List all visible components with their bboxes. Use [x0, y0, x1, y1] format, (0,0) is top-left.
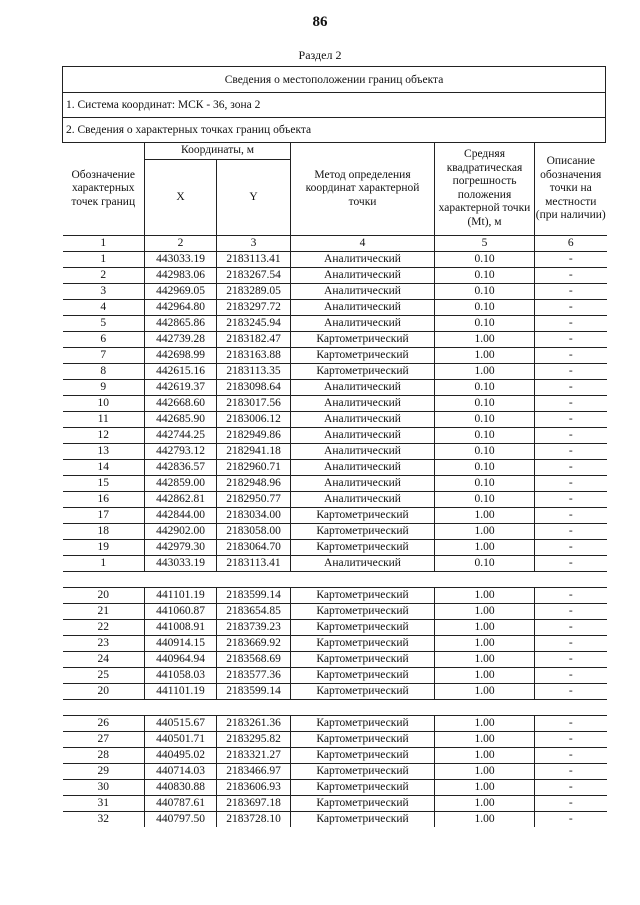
x-coordinate-cell: 443033.19 — [145, 251, 217, 267]
error-cell: 1.00 — [435, 747, 535, 763]
y-coordinate-cell: 2183113.41 — [217, 251, 291, 267]
method-cell: Аналитический — [291, 395, 435, 411]
point-number-cell: 20 — [63, 587, 145, 603]
table-row — [63, 251, 607, 267]
error-cell: 0.10 — [435, 379, 535, 395]
y-coordinate-cell: 2183606.93 — [217, 779, 291, 795]
description-cell: - — [535, 347, 607, 363]
x-coordinate-cell: 440914.15 — [145, 635, 217, 651]
column-number: 6 — [535, 235, 607, 251]
method-cell: Картометрический — [291, 683, 435, 699]
table-row-separator — [63, 699, 607, 715]
x-coordinate-cell: 442793.12 — [145, 443, 217, 459]
point-number-cell: 20 — [63, 683, 145, 699]
point-number-cell: 1 — [63, 251, 145, 267]
table-row — [63, 331, 607, 347]
description-cell: - — [535, 635, 607, 651]
x-coordinate-cell: 440515.67 — [145, 715, 217, 731]
x-coordinate-cell: 442739.28 — [145, 331, 217, 347]
point-number-cell: 26 — [63, 715, 145, 731]
x-coordinate-cell: 442615.16 — [145, 363, 217, 379]
description-cell: - — [535, 779, 607, 795]
y-coordinate-cell: 2183245.94 — [217, 315, 291, 331]
y-coordinate-cell: 2183034.00 — [217, 507, 291, 523]
y-coordinate-cell: 2183577.36 — [217, 667, 291, 683]
x-coordinate-cell: 442964.80 — [145, 299, 217, 315]
description-cell: - — [535, 283, 607, 299]
error-cell: 0.10 — [435, 475, 535, 491]
table-row — [63, 683, 607, 699]
point-number-cell: 28 — [63, 747, 145, 763]
table-row — [63, 667, 607, 683]
separator-cell — [63, 571, 607, 587]
point-number-cell: 25 — [63, 667, 145, 683]
method-cell: Картометрический — [291, 715, 435, 731]
description-cell: - — [535, 747, 607, 763]
description-cell: - — [535, 651, 607, 667]
method-cell: Картометрический — [291, 363, 435, 379]
error-cell: 0.10 — [435, 491, 535, 507]
x-coordinate-cell: 442844.00 — [145, 507, 217, 523]
method-cell: Аналитический — [291, 427, 435, 443]
error-cell: 1.00 — [435, 619, 535, 635]
description-cell: - — [535, 539, 607, 555]
x-coordinate-cell: 442983.06 — [145, 267, 217, 283]
description-cell: - — [535, 555, 607, 571]
error-cell: 1.00 — [435, 683, 535, 699]
method-cell: Картометрический — [291, 587, 435, 603]
x-coordinate-cell: 440964.94 — [145, 651, 217, 667]
point-number-cell: 6 — [63, 331, 145, 347]
method-cell: Картометрический — [291, 347, 435, 363]
x-coordinate-cell: 442685.90 — [145, 411, 217, 427]
description-cell: - — [535, 459, 607, 475]
error-cell: 1.00 — [435, 715, 535, 731]
method-cell: Картометрический — [291, 747, 435, 763]
error-cell: 1.00 — [435, 779, 535, 795]
error-cell: 0.10 — [435, 443, 535, 459]
x-coordinate-cell: 442619.37 — [145, 379, 217, 395]
point-number-cell: 1 — [63, 555, 145, 571]
y-coordinate-cell: 2183267.54 — [217, 267, 291, 283]
error-cell: 0.10 — [435, 267, 535, 283]
description-cell: - — [535, 491, 607, 507]
table-row — [63, 539, 607, 555]
point-number-cell: 3 — [63, 283, 145, 299]
error-cell: 1.00 — [435, 811, 535, 827]
x-coordinate-cell: 441101.19 — [145, 683, 217, 699]
method-cell: Картометрический — [291, 523, 435, 539]
column-number: 4 — [291, 235, 435, 251]
method-cell: Картометрический — [291, 811, 435, 827]
table-row — [63, 731, 607, 747]
table-row — [63, 811, 607, 827]
error-cell: 1.00 — [435, 539, 535, 555]
description-cell: - — [535, 795, 607, 811]
y-coordinate-cell: 2183289.05 — [217, 283, 291, 299]
y-coordinate-cell: 2183058.00 — [217, 523, 291, 539]
point-number-cell: 30 — [63, 779, 145, 795]
point-number-cell: 10 — [63, 395, 145, 411]
y-coordinate-cell: 2183321.27 — [217, 747, 291, 763]
error-cell: 1.00 — [435, 363, 535, 379]
error-cell: 1.00 — [435, 587, 535, 603]
error-cell: 1.00 — [435, 763, 535, 779]
error-cell: 1.00 — [435, 667, 535, 683]
description-cell: - — [535, 363, 607, 379]
point-number-cell: 31 — [63, 795, 145, 811]
x-coordinate-cell: 440495.02 — [145, 747, 217, 763]
table-row — [63, 411, 607, 427]
description-cell: - — [535, 475, 607, 491]
table-row — [63, 443, 607, 459]
error-cell: 0.10 — [435, 555, 535, 571]
y-coordinate-cell: 2183017.56 — [217, 395, 291, 411]
table-row — [63, 747, 607, 763]
y-coordinate-cell: 2183098.64 — [217, 379, 291, 395]
point-number-cell: 13 — [63, 443, 145, 459]
method-cell: Картометрический — [291, 331, 435, 347]
error-cell: 0.10 — [435, 251, 535, 267]
error-cell: 1.00 — [435, 795, 535, 811]
method-cell: Картометрический — [291, 795, 435, 811]
table-row — [63, 459, 607, 475]
column-number: 3 — [217, 235, 291, 251]
y-coordinate-cell: 2183113.41 — [217, 555, 291, 571]
table-row — [63, 299, 607, 315]
y-coordinate-cell: 2183739.23 — [217, 619, 291, 635]
method-cell: Картометрический — [291, 539, 435, 555]
error-cell: 1.00 — [435, 331, 535, 347]
table-row — [63, 427, 607, 443]
description-cell: - — [535, 267, 607, 283]
header-designation: Обозначение характерных точек границ — [63, 143, 145, 235]
x-coordinate-cell: 442979.30 — [145, 539, 217, 555]
header-y: Y — [217, 159, 291, 235]
point-number-cell: 18 — [63, 523, 145, 539]
description-cell: - — [535, 523, 607, 539]
points-section-line: 2. Сведения о характерных точках границ объекта — [63, 118, 606, 143]
table-row — [63, 283, 607, 299]
x-coordinate-cell: 442698.99 — [145, 347, 217, 363]
point-number-cell: 32 — [63, 811, 145, 827]
table-row — [63, 635, 607, 651]
y-coordinate-cell: 2182949.86 — [217, 427, 291, 443]
table-row — [63, 619, 607, 635]
table-row — [63, 315, 607, 331]
y-coordinate-cell: 2183261.36 — [217, 715, 291, 731]
description-cell: - — [535, 379, 607, 395]
table-row — [63, 491, 607, 507]
table-row — [63, 347, 607, 363]
point-number-cell: 8 — [63, 363, 145, 379]
header-description: Описание обозначения точки на местности (при наличии) — [535, 143, 607, 235]
x-coordinate-cell: 441058.03 — [145, 667, 217, 683]
table-row-separator — [63, 571, 607, 587]
method-cell: Аналитический — [291, 459, 435, 475]
method-cell: Аналитический — [291, 267, 435, 283]
table-row — [63, 715, 607, 731]
section-title: Раздел 2 — [298, 48, 342, 62]
y-coordinate-cell: 2182960.71 — [217, 459, 291, 475]
y-coordinate-cell: 2183568.69 — [217, 651, 291, 667]
description-cell: - — [535, 443, 607, 459]
point-number-cell: 22 — [63, 619, 145, 635]
point-number-cell: 16 — [63, 491, 145, 507]
point-number-cell: 14 — [63, 459, 145, 475]
x-coordinate-cell: 441060.87 — [145, 603, 217, 619]
error-cell: 1.00 — [435, 731, 535, 747]
method-cell: Картометрический — [291, 507, 435, 523]
method-cell: Аналитический — [291, 411, 435, 427]
description-cell: - — [535, 763, 607, 779]
y-coordinate-cell: 2183113.35 — [217, 363, 291, 379]
description-cell: - — [535, 715, 607, 731]
y-coordinate-cell: 2183006.12 — [217, 411, 291, 427]
x-coordinate-cell: 442969.05 — [145, 283, 217, 299]
point-number-cell: 5 — [63, 315, 145, 331]
point-number-cell: 9 — [63, 379, 145, 395]
table-row — [63, 363, 607, 379]
table-row — [63, 507, 607, 523]
y-coordinate-cell: 2182950.77 — [217, 491, 291, 507]
x-coordinate-cell: 441008.91 — [145, 619, 217, 635]
table-row — [63, 395, 607, 411]
method-cell: Аналитический — [291, 555, 435, 571]
description-cell: - — [535, 587, 607, 603]
y-coordinate-cell: 2183599.14 — [217, 587, 291, 603]
separator-cell — [63, 699, 607, 715]
error-cell: 0.10 — [435, 427, 535, 443]
y-coordinate-cell: 2182948.96 — [217, 475, 291, 491]
y-coordinate-cell: 2183697.18 — [217, 795, 291, 811]
header-method: Метод определения координат характерной точки — [291, 143, 435, 235]
point-number-cell: 24 — [63, 651, 145, 667]
description-cell: - — [535, 315, 607, 331]
y-coordinate-cell: 2183728.10 — [217, 811, 291, 827]
table-row — [63, 587, 607, 603]
y-coordinate-cell: 2183295.82 — [217, 731, 291, 747]
column-number: 5 — [435, 235, 535, 251]
x-coordinate-cell: 440830.88 — [145, 779, 217, 795]
point-number-cell: 19 — [63, 539, 145, 555]
method-cell: Картометрический — [291, 731, 435, 747]
points-table-body — [63, 251, 607, 827]
boundary-info-frame — [62, 66, 606, 827]
x-coordinate-cell: 440787.61 — [145, 795, 217, 811]
points-table — [63, 143, 607, 827]
table-row — [63, 779, 607, 795]
y-coordinate-cell: 2182941.18 — [217, 443, 291, 459]
error-cell: 0.10 — [435, 459, 535, 475]
table-title: Сведения о местоположении границ объекта — [63, 67, 606, 93]
header-error: Средняя квадратическая погрешность положения характерной точки (Mt), м — [435, 143, 535, 235]
method-cell: Аналитический — [291, 251, 435, 267]
coordinate-system-line: 1. Система координат: МСК - 36, зона 2 — [63, 93, 606, 118]
error-cell: 1.00 — [435, 651, 535, 667]
method-cell: Аналитический — [291, 283, 435, 299]
table-row — [63, 523, 607, 539]
x-coordinate-cell: 440797.50 — [145, 811, 217, 827]
point-number-cell: 2 — [63, 267, 145, 283]
description-cell: - — [535, 507, 607, 523]
y-coordinate-cell: 2183297.72 — [217, 299, 291, 315]
x-coordinate-cell: 440501.71 — [145, 731, 217, 747]
method-cell: Аналитический — [291, 443, 435, 459]
method-cell: Аналитический — [291, 379, 435, 395]
description-cell: - — [535, 683, 607, 699]
points-table-container — [63, 143, 606, 827]
error-cell: 1.00 — [435, 507, 535, 523]
method-cell: Картометрический — [291, 779, 435, 795]
description-cell: - — [535, 251, 607, 267]
description-cell: - — [535, 603, 607, 619]
table-row — [63, 267, 607, 283]
table-row — [63, 763, 607, 779]
x-coordinate-cell: 442859.00 — [145, 475, 217, 491]
method-cell: Картометрический — [291, 619, 435, 635]
y-coordinate-cell: 2183669.92 — [217, 635, 291, 651]
point-number-cell: 7 — [63, 347, 145, 363]
description-cell: - — [535, 331, 607, 347]
method-cell: Аналитический — [291, 299, 435, 315]
method-cell: Аналитический — [291, 475, 435, 491]
x-coordinate-cell: 442862.81 — [145, 491, 217, 507]
point-number-cell: 17 — [63, 507, 145, 523]
x-coordinate-cell: 440714.03 — [145, 763, 217, 779]
error-cell: 1.00 — [435, 347, 535, 363]
point-number-cell: 23 — [63, 635, 145, 651]
y-coordinate-cell: 2183599.14 — [217, 683, 291, 699]
page-number: 86 — [312, 14, 328, 30]
error-cell: 0.10 — [435, 411, 535, 427]
point-number-cell: 27 — [63, 731, 145, 747]
y-coordinate-cell: 2183654.85 — [217, 603, 291, 619]
method-cell: Картометрический — [291, 635, 435, 651]
error-cell: 0.10 — [435, 315, 535, 331]
y-coordinate-cell: 2183182.47 — [217, 331, 291, 347]
description-cell: - — [535, 667, 607, 683]
error-cell: 1.00 — [435, 635, 535, 651]
error-cell: 0.10 — [435, 283, 535, 299]
y-coordinate-cell: 2183466.97 — [217, 763, 291, 779]
table-row — [63, 795, 607, 811]
x-coordinate-cell: 441101.19 — [145, 587, 217, 603]
y-coordinate-cell: 2183163.88 — [217, 347, 291, 363]
description-cell: - — [535, 619, 607, 635]
point-number-cell: 21 — [63, 603, 145, 619]
description-cell: - — [535, 811, 607, 827]
method-cell: Аналитический — [291, 315, 435, 331]
x-coordinate-cell: 442744.25 — [145, 427, 217, 443]
y-coordinate-cell: 2183064.70 — [217, 539, 291, 555]
method-cell: Картометрический — [291, 763, 435, 779]
x-coordinate-cell: 442668.60 — [145, 395, 217, 411]
description-cell: - — [535, 411, 607, 427]
method-cell: Картометрический — [291, 651, 435, 667]
column-number: 2 — [145, 235, 217, 251]
header-x: X — [145, 159, 217, 235]
point-number-cell: 11 — [63, 411, 145, 427]
x-coordinate-cell: 442902.00 — [145, 523, 217, 539]
table-row — [63, 651, 607, 667]
error-cell: 1.00 — [435, 603, 535, 619]
x-coordinate-cell: 443033.19 — [145, 555, 217, 571]
table-row — [63, 555, 607, 571]
table-row — [63, 475, 607, 491]
description-cell: - — [535, 731, 607, 747]
error-cell: 0.10 — [435, 299, 535, 315]
table-row — [63, 379, 607, 395]
error-cell: 1.00 — [435, 523, 535, 539]
point-number-cell: 29 — [63, 763, 145, 779]
description-cell: - — [535, 299, 607, 315]
x-coordinate-cell: 442865.86 — [145, 315, 217, 331]
header-coordinates: Координаты, м — [145, 143, 291, 159]
description-cell: - — [535, 395, 607, 411]
column-number: 1 — [63, 235, 145, 251]
method-cell: Картометрический — [291, 667, 435, 683]
method-cell: Картометрический — [291, 603, 435, 619]
point-number-cell: 12 — [63, 427, 145, 443]
method-cell: Аналитический — [291, 491, 435, 507]
description-cell: - — [535, 427, 607, 443]
x-coordinate-cell: 442836.57 — [145, 459, 217, 475]
table-row — [63, 603, 607, 619]
point-number-cell: 15 — [63, 475, 145, 491]
error-cell: 0.10 — [435, 395, 535, 411]
point-number-cell: 4 — [63, 299, 145, 315]
